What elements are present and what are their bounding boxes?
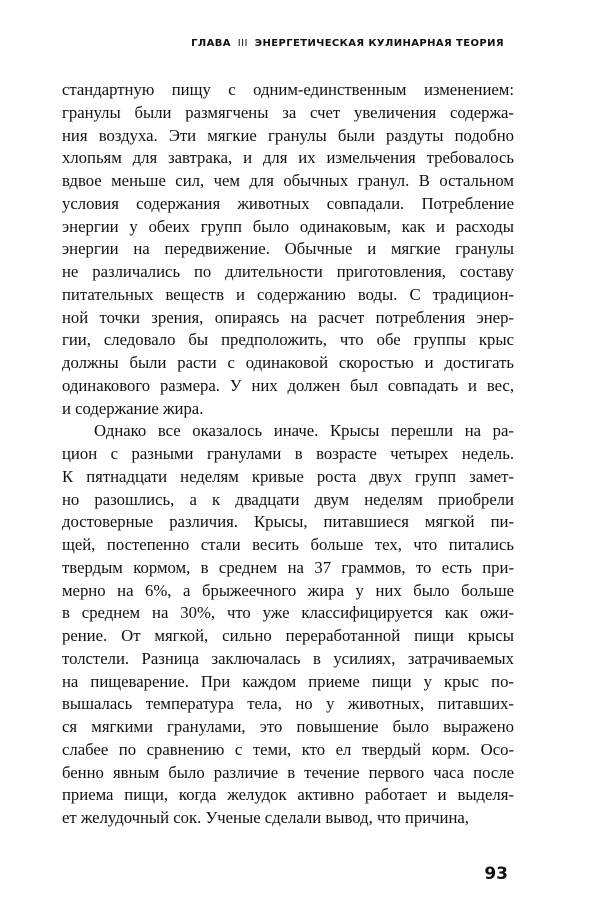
text-line: толстели. Разница заключалась в усилиях, затрачиваемых xyxy=(62,648,514,668)
text-line: мерно на 6%, а брыжеечного жира у них было больше xyxy=(62,580,514,600)
text-line: должны были расти с одинаковой скоростью и достигать xyxy=(62,353,514,372)
paragraph-2 xyxy=(62,420,514,830)
text-line: энергии на передвижение. Обычные и мягкие гранулы xyxy=(62,239,514,259)
text-line: достоверные различия. Крысы, питавшиеся мягкой пи- xyxy=(62,512,514,532)
text-line: условия содержания животных совпадали. Потребление xyxy=(62,193,514,213)
text-line: щей, постепенно стали весить больше тех, что питались xyxy=(62,535,514,554)
text-line: на пищеварение. При каждом приеме пищи у крыс по- xyxy=(62,671,514,691)
text-line: твердым кормом, в среднем на 37 граммов, то есть при- xyxy=(62,557,514,577)
text-line: гии, следовало бы предположить, что обе группы крыс xyxy=(62,330,514,350)
text-line: вышалась температура тела, но у животных, питавших- xyxy=(62,694,514,714)
page-number: 93 xyxy=(484,864,508,884)
text-line: в среднем на 30%, что уже классифицируется как ожи- xyxy=(62,603,514,623)
text-line: цион с разными гранулами в возрасте четырех недель. xyxy=(62,444,514,463)
body-text xyxy=(62,79,514,830)
text-line: энергии у обеих групп было одинаковым, как и расходы xyxy=(62,216,514,236)
text-line: ния воздуха. Эти мягкие гранулы были раздуты подобно xyxy=(62,125,514,145)
text-line: К пятнадцати неделям кривые роста двух групп замет- xyxy=(62,466,514,486)
chapter-number: III xyxy=(237,38,248,49)
text-line: ной точки зрения, опираясь на расчет потребления энер- xyxy=(62,307,514,327)
text-line: приема пищи, когда желудок активно работает и выделя- xyxy=(62,785,514,805)
text-line: питательных веществ и содержанию воды. С традицион- xyxy=(62,284,514,304)
text-line: слабее по сравнению с теми, кто ел твердый корм. Осо- xyxy=(62,739,514,759)
chapter-title: ЭНЕРГЕТИЧЕСКАЯ КУЛИНАРНАЯ ТЕОРИЯ xyxy=(254,38,504,49)
text-line: вдвое меньше сил, чем для обычных гранул. В остальном xyxy=(62,171,514,190)
text-line: Однако все оказалось иначе. Крысы перешли на ра- xyxy=(94,421,514,441)
running-header xyxy=(191,38,504,49)
text-line: но разошлись, а к двадцати двум неделям приобрели xyxy=(62,489,514,509)
text-line: бенно явным было различие в течение первого часа после xyxy=(62,762,514,782)
text-line: ся мягкими гранулами, это повышение было выражено xyxy=(62,717,514,736)
text-line: ет желудочный сок. Ученые сделали вывод, что причина, xyxy=(62,808,469,827)
text-line: гранулы были размягчены за счет увеличения содержа- xyxy=(62,102,514,122)
text-line: не различались по длительности приготовления, составу xyxy=(62,262,514,281)
text-line: одинакового размера. У них должен был совпадать и вес, xyxy=(62,375,514,395)
text-line: стандартную пищу с одним-единственным изменением: xyxy=(62,80,514,99)
text-line: рение. От мягкой, сильно переработанной пищи крысы xyxy=(62,626,514,645)
paragraph-1 xyxy=(62,79,514,420)
text-line: и содержание жира. xyxy=(62,398,204,418)
chapter-label: ГЛАВА xyxy=(191,38,231,49)
text-line: хлопьям для завтрака, и для их измельчения требовалось xyxy=(62,148,514,168)
